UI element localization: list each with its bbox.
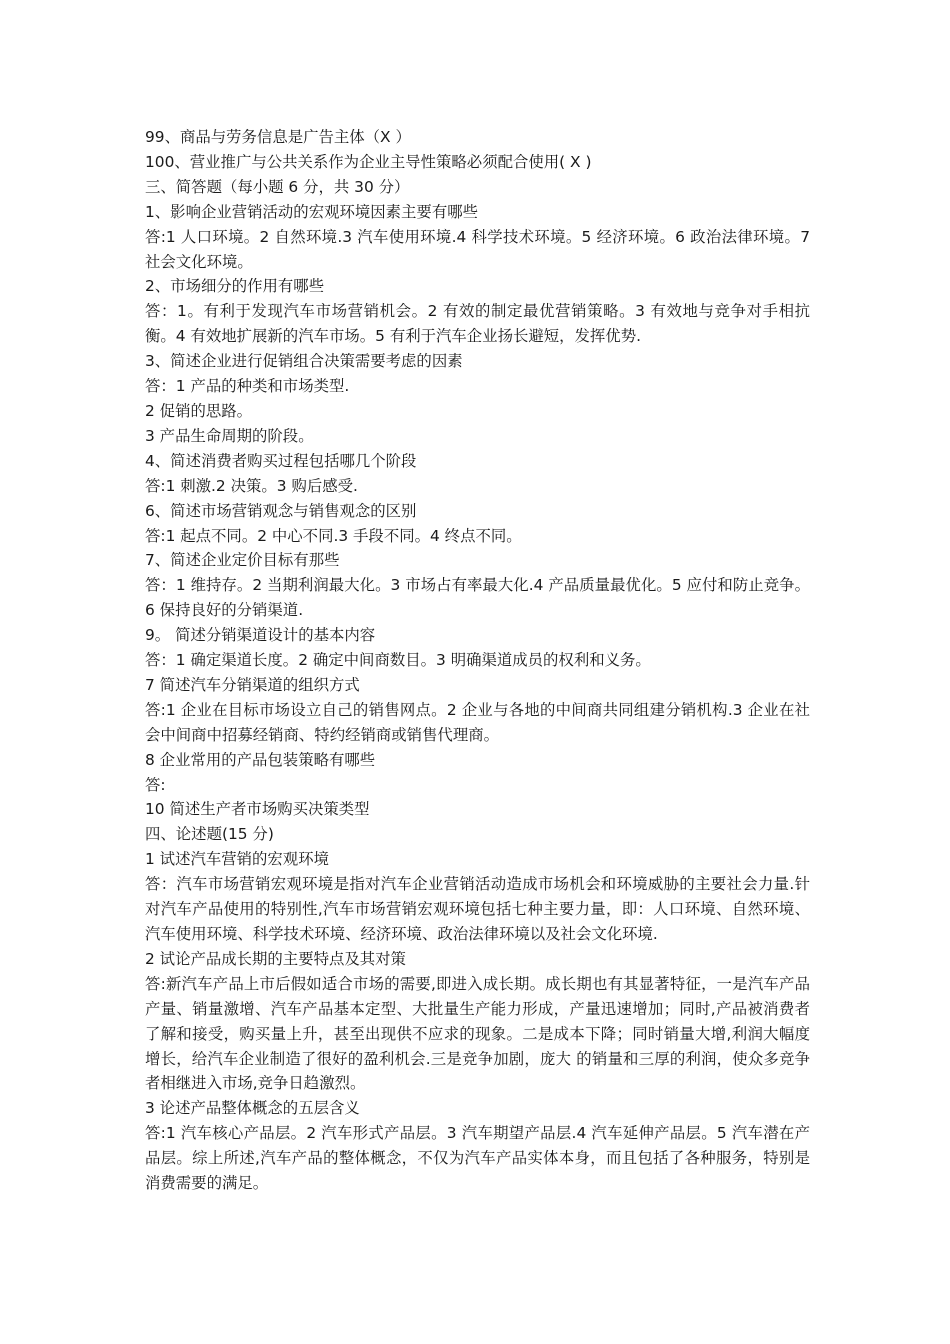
essay-question-3: 3 论述产品整体概念的五层含义 bbox=[145, 1099, 360, 1118]
answer-9: 答：1 确定渠道长度。2 确定中间商数目。3 明确渠道成员的权利和义务。 bbox=[145, 651, 651, 670]
answer-3-line-2: 2 促销的思路。 bbox=[145, 401, 253, 420]
answer-7: 答：1 维持存。2 当期利润最大化。3 市场占有率最大化.4 产品质量最优化。5 应付和防止竞争。6 保持良好的分销渠道. bbox=[145, 576, 810, 620]
essay-answer-1: 答：汽车市场营销宏观环境是指对汽车企业营销活动造成市场机会和环境威胁的主要社会力量.针对汽车产品使用的特别性,汽车市场营销宏观环境包括七种主要力量，即：人口环境、自然环境、汽车使用环境、科学技术环境、经济环境、政治法律环境以及社会文化环境. bbox=[145, 875, 810, 943]
question-2: 2、市场细分的作用有哪些 bbox=[145, 277, 325, 296]
answer-1: 答:1 人口环境。2 自然环境.3 汽车使用环境.4 科学技术环境。5 经济环境。6 政治法律环境。7 社会文化环境。 bbox=[145, 227, 810, 271]
section-heading-short-answer: 三、简答题（每小题 6 分，共 30 分） bbox=[145, 177, 410, 196]
answer-8: 答: bbox=[145, 775, 166, 794]
essay-answer-3: 答:1 汽车核心产品层。2 汽车形式产品层。3 汽车期望产品层.4 汽车延伸产品层。5 汽车潜在产品层。综上所述,汽车产品的整体概念，不仅为汽车产品实体本身，而且包括了各种服务，特别是消费需要的满足。 bbox=[145, 1124, 810, 1193]
answer-3-line-3: 3 产品生命周期的阶段。 bbox=[145, 426, 314, 445]
essay-question-1: 1 试述汽车营销的宏观环境 bbox=[145, 850, 329, 869]
essay-answer-2: 答:新汽车产品上市后假如适合市场的需要,即进入成长期。成长期也有其显著特征，一是汽车产品产量、销量激增、汽车产品基本定型、大批量生产能力形成，产量迅速增加；同时,产品被消费者了解和接受，购买量上升，甚至出现供不应求的现象。二是成本下降；同时销量大增,利润大幅度增长，给汽车企业制造了很好的盈利机会.三是竞争加剧，庞大 的销量和三厚的利润，使众多竞争者相继进入市场,竞争日趋激烈。 bbox=[145, 974, 810, 1093]
question-3: 3、简述企业进行促销组合决策需要考虑的因素 bbox=[145, 352, 463, 371]
question-7b: 7 简述汽车分销渠道的组织方式 bbox=[145, 675, 360, 694]
section-heading-essay: 四、论述题(15 分) bbox=[145, 825, 274, 844]
answer-6: 答:1 起点不同。2 中心不同.3 手段不同。4 终点不同。 bbox=[145, 526, 522, 545]
essay-question-2: 2 试论产品成长期的主要特点及其对策 bbox=[145, 949, 406, 968]
question-6: 6、简述市场营销观念与销售观念的区别 bbox=[145, 501, 417, 520]
question-8: 8 企业常用的产品包装策略有哪些 bbox=[145, 750, 376, 769]
question-10: 10 简述生产者市场购买决策类型 bbox=[145, 800, 370, 819]
question-7: 7、简述企业定价目标有那些 bbox=[145, 551, 340, 570]
exam-item-99: 99、商品与劳务信息是广告主体（X ） bbox=[145, 128, 411, 146]
document-page bbox=[145, 125, 810, 1196]
question-4: 4、简述消费者购买过程包括哪几个阶段 bbox=[145, 451, 417, 470]
answer-2: 答：1。有利于发现汽车市场营销机会。2 有效的制定最优营销策略。3 有效地与竞争对手相抗衡。4 有效地扩展新的汽车市场。5 有利于汽车企业扬长避短，发挥优势. bbox=[145, 302, 810, 346]
question-9: 9。 简述分销渠道设计的基本内容 bbox=[145, 626, 376, 645]
answer-7b: 答:1 企业在目标市场设立自己的销售网点。2 企业与各地的中间商共同组建分销机构.3 企业在社会中间商中招募经销商、特约经销商或销售代理商。 bbox=[145, 700, 810, 744]
exam-item-100: 100、营业推广与公共关系作为企业主导性策略必须配合使用( X ) bbox=[145, 152, 592, 171]
question-1: 1、影响企业营销活动的宏观环境因素主要有哪些 bbox=[145, 202, 478, 221]
answer-3-line-1: 答：1 产品的种类和市场类型. bbox=[145, 377, 350, 396]
answer-4: 答:1 刺激.2 决策。3 购后感受. bbox=[145, 476, 358, 495]
